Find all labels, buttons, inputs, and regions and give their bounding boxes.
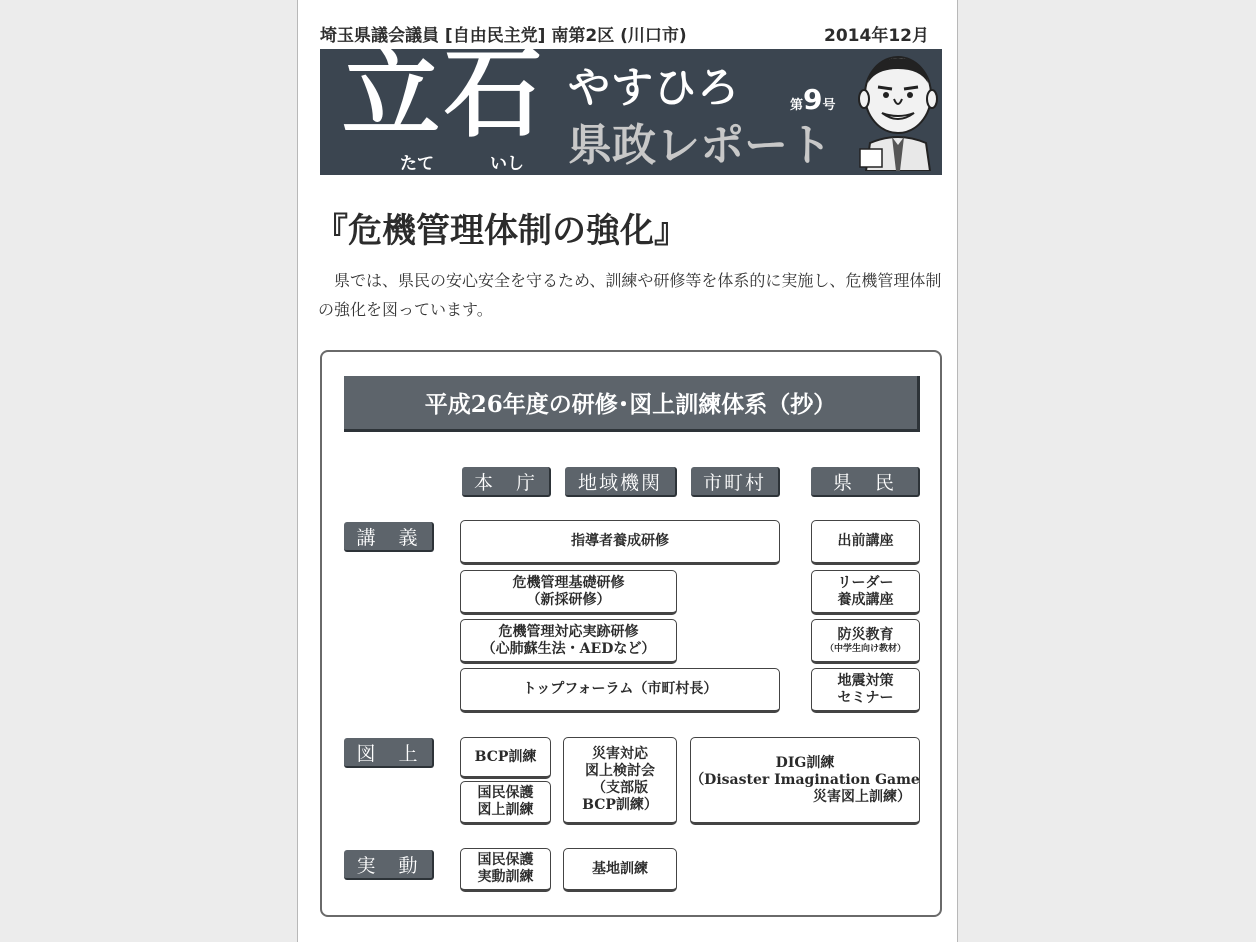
column-head-office: 本 庁 — [462, 467, 551, 497]
practical-training-box: 危機管理対応実跡研修 （心肺蘇生法・AEDなど） — [460, 619, 677, 664]
outreach-course-box: 出前講座 — [811, 520, 920, 565]
issue-number: 第9号 — [790, 83, 836, 116]
basic-training-box: 危機管理基礎研修 （新採研修） — [460, 570, 677, 615]
disaster-response-review-box: 災害対応 図上検討会 （支部版 BCP訓練） — [563, 737, 677, 825]
surname-char-1: 立 — [342, 37, 441, 151]
civil-protection-field-box: 国民保護 実動訓練 — [460, 848, 551, 892]
dig-training-box: DIG訓練 （Disaster Imagination Game 災害図上訓練） — [690, 737, 920, 825]
row-tabletop: 図 上 — [344, 738, 434, 768]
column-municipal: 市町村 — [691, 467, 780, 497]
column-regional: 地域機関 — [565, 467, 677, 497]
ruby-2: いし — [490, 154, 524, 174]
leader-training-box: 指導者養成研修 — [460, 520, 780, 565]
surname-char-2: 石 — [444, 37, 543, 151]
bcp-training-box: BCP訓練 — [460, 737, 551, 779]
training-system-diagram — [320, 350, 942, 917]
caricature-illustration — [858, 53, 938, 171]
top-forum-box: トップフォーラム（市町村長） — [460, 668, 780, 713]
report-page — [297, 0, 958, 942]
earthquake-seminar-box: 地震対策 セミナー — [811, 668, 920, 713]
ruby-1: たて — [400, 154, 434, 174]
article-title: 『危機管理体制の強化』 — [314, 211, 688, 251]
row-lecture: 講 義 — [344, 522, 434, 552]
leader-course-box: リーダー 養成講座 — [811, 570, 920, 615]
civil-protection-tabletop-box: 国民保護 図上訓練 — [460, 781, 551, 825]
report-title: 県政レポート — [568, 120, 832, 171]
base-training-box: 基地訓練 — [563, 848, 677, 892]
disaster-education-box: 防災教育 （中学生向け教材） — [811, 619, 920, 664]
article-paragraph: 県では、県民の安心安全を守るため、訓練や研修等を体系的に実施し、危機管理体制の強化を図っています。 — [318, 271, 942, 319]
issue-date: 2014年12月 — [824, 26, 929, 46]
article-body — [318, 266, 946, 324]
given-name: やすひろ — [568, 63, 741, 112]
row-field: 実 動 — [344, 850, 434, 880]
column-residents: 県 民 — [811, 467, 920, 497]
affiliation-line: 埼玉県議会議員 [自由民主党] 南第2区 (川口市) — [320, 26, 687, 46]
diagram-heading: 平成26年度の研修･図上訓練体系（抄） — [344, 376, 920, 432]
masthead-banner — [320, 37, 942, 175]
